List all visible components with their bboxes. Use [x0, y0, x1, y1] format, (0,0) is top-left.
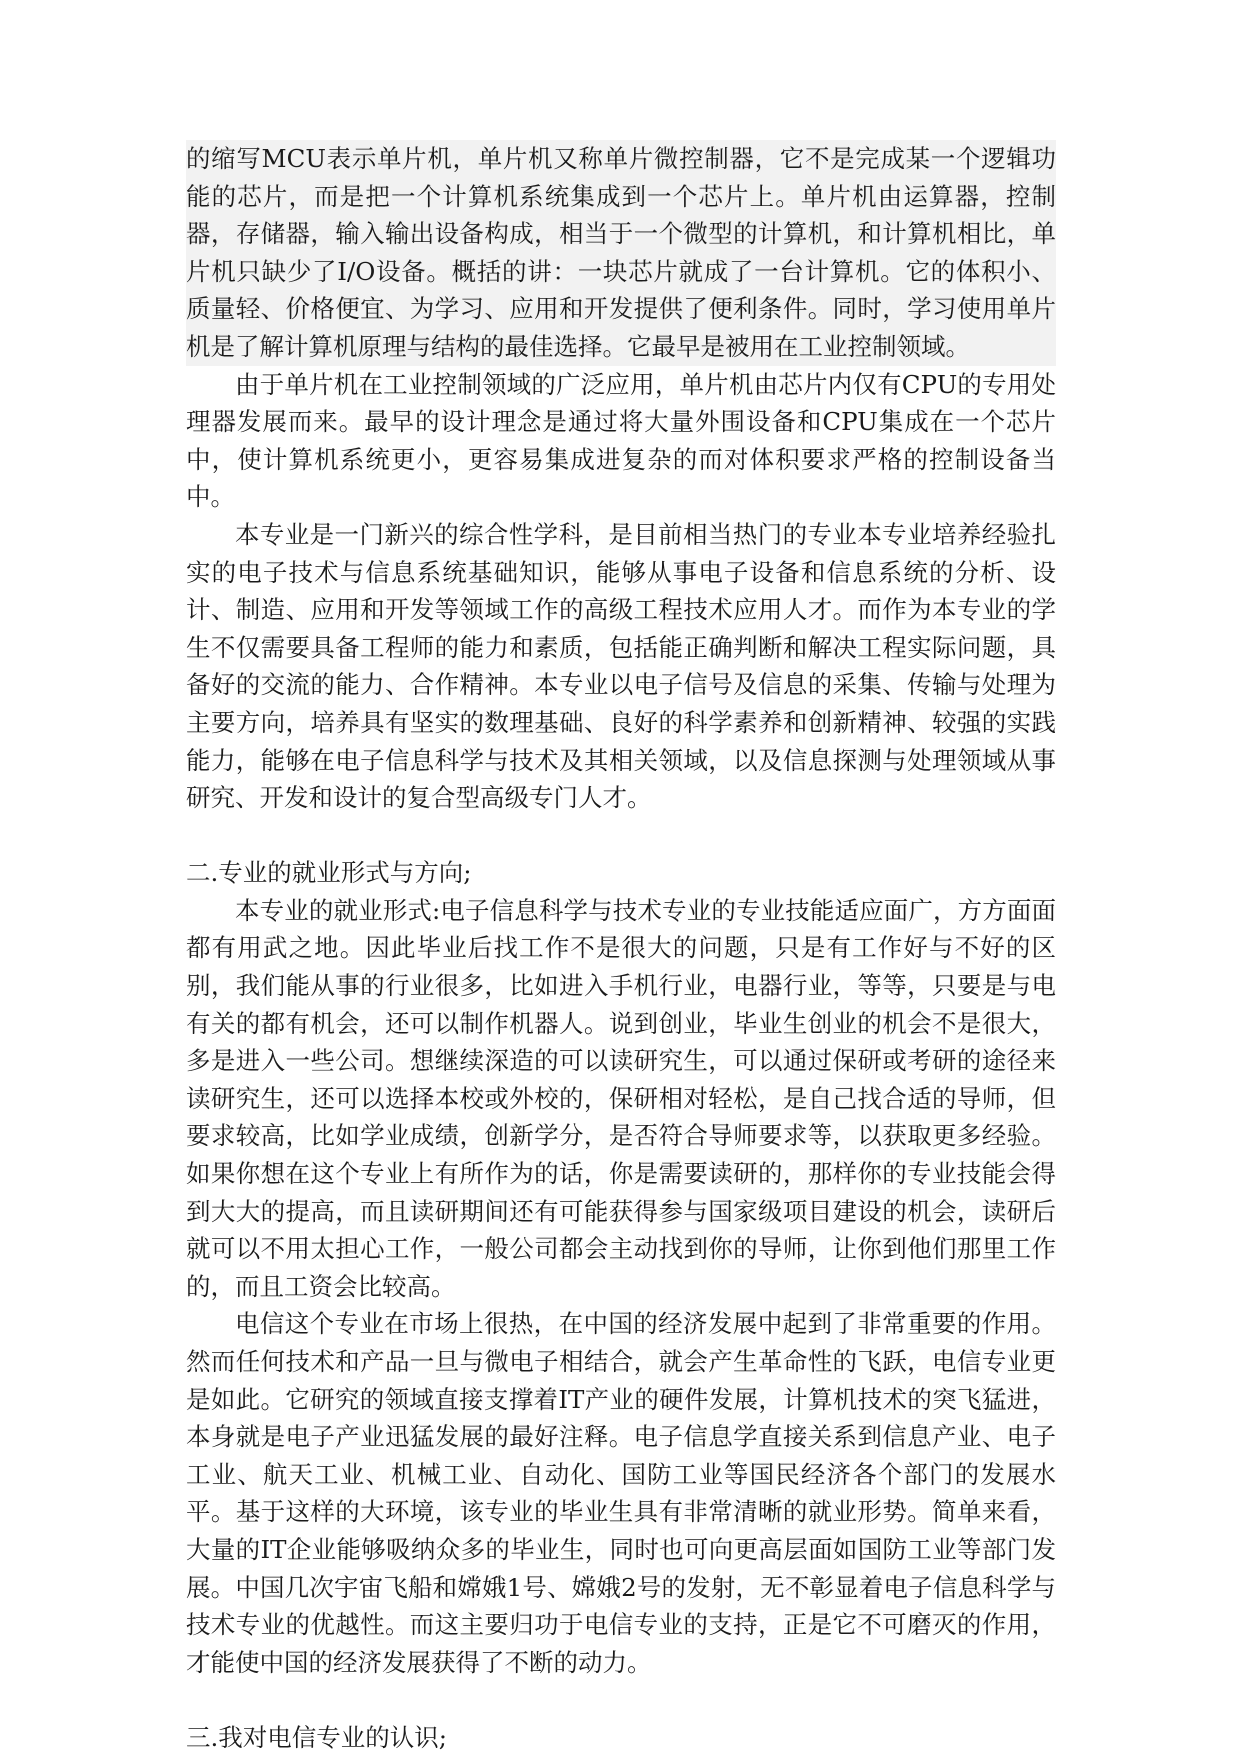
paragraph-employment-form: 本专业的就业形式:电子信息科学与技术专业的专业技能适应面广，方方面面都有用武之地。因此毕业后找工作不是很大的问题，只是有工作好与不好的区别，我们能从事的行业很多，比如进入手机行业，电器行业，等等，只要是与电有关的都有机会，还可以制作机器人。说到创业，毕业生创业的机会不是很大，多是进入一些公司。想继续深造的可以读研究生，可以通过保研或考研的途径来读研究生，还可以选择本校或外校的，保研相对轻松，是自己找合适的导师，但要求较高，比如学业成绩，创新学分，是否符合导师要求等，以获取更多经验。如果你想在这个专业上有所作为的话，你是需要读研的，那样你的专业技能会得到大大的提高，而且读研期间还有可能获得参与国家级项目建设的机会，读研后就可以不用太担心工作，一般公司都会主动找到你的导师，让你到他们那里工作的，而且工资会比较高。: [186, 895, 1056, 1301]
document-body: [186, 140, 1056, 1757]
blank-line: [186, 817, 1056, 855]
paragraph-major-overview: 本专业是一门新兴的综合性学科，是目前相当热门的专业本专业培养经验扎实的电子技术与信息系统基础知识，能够从事电子设备和信息系统的分析、设计、制造、应用和开发等领域工作的高级工程技术应用人才。而作为本专业的学生不仅需要具备工程师的能力和素质，包括能正确判断和解决工程实际问题，具备好的交流的能力、合作精神。本专业以电子信号及信息的采集、传输与处理为主要方向，培养具有坚实的数理基础、良好的科学素养和创新精神、较强的实践能力，能够在电子信息科学与技术及其相关领域，以及信息探测与处理领域从事研究、开发和设计的复合型高级专门人才。: [186, 519, 1056, 813]
paragraph-mcu-history: 由于单片机在工业控制领域的广泛应用，单片机由芯片内仅有CPU的专用处理器发展而来。最早的设计理念是通过将大量外围设备和CPU集成在一个芯片中，使计算机系统更小，更容易集成进复杂的而对体积要求严格的控制设备当中。: [186, 369, 1056, 512]
paragraph-mcu-intro: 的缩写MCU表示单片机，单片机又称单片微控制器，它不是完成某一个逻辑功能的芯片，而是把一个计算机系统集成到一个芯片上。单片机由运算器，控制器，存储器，输入输出设备构成，相当于一个微型的计算机，和计算机相比，单片机只缺少了I/O设备。概括的讲：一块芯片就成了一台计算机。它的体积小、质量轻、价格便宜、为学习、应用和开发提供了便利条件。同时，学习使用单片机是了解计算机原理与结构的最佳选择。它最早是被用在工业控制领域。: [186, 140, 1056, 366]
paragraph-industry-outlook: 电信这个专业在市场上很热，在中国的经济发展中起到了非常重要的作用。然而任何技术和产品一旦与微电子相结合，就会产生革命性的飞跃，电信专业更是如此。它研究的领域直接支撑着IT产业的硬件发展，计算机技术的突飞猛进，本身就是电子产业迅猛发展的最好注释。电子信息学直接关系到信息产业、电子工业、航天工业、机械工业、自动化、国防工业等国民经济各个部门的发展水平。基于这样的大环境，该专业的毕业生具有非常清晰的就业形势。简单来看，大量的IT企业能够吸纳众多的毕业生，同时也可向更高层面如国防工业等部门发展。中国几次宇宙飞船和嫦娥1号、嫦娥2号的发射，无不彰显着电子信息科学与技术专业的优越性。而这主要归功于电信专业的支持，正是它不可磨灭的作用，才能使中国的经济发展获得了不断的动力。: [186, 1309, 1056, 1677]
section-heading-employment: 二.专业的就业形式与方向;: [186, 858, 472, 888]
section-heading-understanding: 三.我对电信专业的认识;: [186, 1722, 448, 1752]
blank-line: [186, 1681, 1056, 1719]
